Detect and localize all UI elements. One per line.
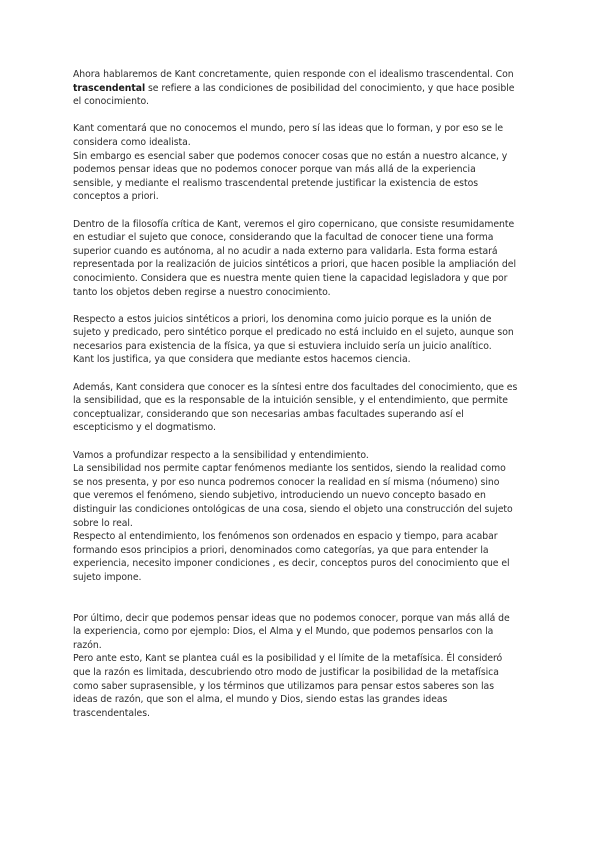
text-line	[73, 666, 529, 680]
text-run: distinguir las condiciones ontológicas de una cosa, siendo el objeto una construcción del sujeto	[73, 504, 513, 515]
text-line	[73, 476, 529, 490]
paragraph	[73, 68, 529, 109]
text-run: se refiere a las condiciones de posibilidad del conocimiento, y que hace posible	[145, 82, 515, 94]
text-line	[73, 163, 529, 177]
text-line	[73, 150, 529, 164]
text-run: sobre lo real.	[73, 517, 133, 529]
text-run: Respecto al entendimiento, los fenómenos son ordenados en espacio y tiempo, para acabar	[73, 531, 498, 543]
text-run: escepticismo y el dogmatismo.	[73, 422, 216, 434]
text-run: experiencia, necesito imponer condiciones , es decir, conceptos puros del conocimiento que el	[73, 558, 510, 570]
text-line	[73, 503, 529, 517]
text-line	[73, 421, 529, 435]
text-line	[73, 190, 529, 204]
text-line	[73, 639, 529, 653]
text-run: conceptos a priori.	[73, 191, 159, 203]
text-line	[73, 218, 529, 232]
text-run: formando esos principios a priori, denominados como categorías, ya que para entender la	[73, 544, 489, 556]
text-line	[73, 462, 529, 476]
text-run: superior cuando es autónoma, al no acudir a nada externo para validarla. Esta forma estará	[73, 245, 498, 257]
text-run: Pero ante esto, Kant se plantea cuál es la posibilidad y el límite de la metafísica. Él consideró	[73, 653, 503, 665]
text-line	[73, 245, 529, 259]
paragraph	[73, 313, 529, 367]
text-line	[73, 82, 529, 96]
text-line	[73, 258, 529, 272]
text-run: Respecto a estos juicios sintéticos a priori, los denomina como juicio porque es la unión de	[73, 313, 492, 325]
text-run: considera como idealista.	[73, 136, 191, 148]
text-line	[73, 122, 529, 136]
document-page	[73, 68, 529, 734]
text-run: en estudiar el sujeto que conoce, considerando que la facultad de conocer tiene una forma	[73, 232, 494, 244]
text-line	[73, 340, 529, 354]
bold-term: trascendental	[73, 82, 146, 94]
text-line	[73, 625, 529, 639]
text-line	[73, 693, 529, 707]
text-line	[73, 571, 529, 585]
text-run: sujeto impone.	[73, 571, 142, 583]
text-line	[73, 707, 529, 721]
text-run: Kant comentará que no conocemos el mundo, pero sí las ideas que lo forman, y por eso se le	[73, 123, 504, 135]
text-line	[73, 394, 529, 408]
text-run: conocimiento. Considera que es nuestra mente quien tiene la capacidad legisladora y que por	[73, 272, 508, 284]
text-line	[73, 489, 529, 503]
text-line	[73, 612, 529, 626]
text-line	[73, 95, 529, 109]
text-run: que la razón es limitada, descubriendo otro modo de justificar la posibilidad de la metafísica	[73, 666, 499, 678]
text-line	[73, 136, 529, 150]
text-line	[73, 272, 529, 286]
text-run: Dentro de la filosofía crítica de Kant, veremos el giro copernicano, que consiste resumidamente	[73, 218, 515, 230]
text-run: sujeto y predicado, pero sintético porque el predicado no está incluido en el sujeto, aunque son	[73, 327, 514, 339]
text-line	[73, 652, 529, 666]
text-run: como saber suprasensible, y los términos que utilizamos para pensar estos saberes son las	[73, 680, 494, 692]
text-run: La sensibilidad nos permite captar fenómenos mediante los sentidos, siendo la realidad como	[73, 463, 506, 475]
text-line	[73, 381, 529, 395]
paragraph	[73, 449, 529, 585]
text-run: conceptualizar, considerando que son necesarias ambas facultades superando así el	[73, 408, 464, 420]
text-line	[73, 231, 529, 245]
text-run: ideas de razón, que son el alma, el mundo y Dios, siendo estas las grandes ideas	[73, 694, 448, 706]
text-line	[73, 68, 529, 82]
text-line	[73, 544, 529, 558]
paragraph	[73, 218, 529, 300]
text-line	[73, 557, 529, 571]
text-run: tanto los objetos deben regirse a nuestro conocimiento.	[73, 286, 331, 298]
text-run: representada por la realización de juicios sintéticos a priori, que hacen posible la ampliación del	[73, 259, 516, 271]
text-run: se nos presenta, y por eso nunca podremos conocer la realidad en sí misma (nóumeno) sino	[73, 476, 500, 488]
text-run: razón.	[73, 639, 102, 651]
text-run: la experiencia, como por ejemplo: Dios, el Alma y el Mundo, que podemos pensarlos con la	[73, 626, 494, 638]
text-run: sensible, y mediante el realismo trascendental pretende justificar la existencia de estos	[73, 177, 479, 189]
text-run: que veremos el fenómeno, siendo subjetivo, introduciendo un nuevo concepto basado en	[73, 490, 486, 502]
text-line	[73, 286, 529, 300]
text-run: podemos pensar ideas que no podemos conocer porque van más allá de la experiencia	[73, 164, 476, 176]
text-line	[73, 353, 529, 367]
text-run: Vamos a profundizar respecto a la sensibilidad y entendimiento.	[73, 449, 369, 461]
text-run: el conocimiento.	[73, 96, 149, 108]
text-run: Kant los justifica, ya que considera que mediante estos hacemos ciencia.	[73, 354, 411, 366]
text-line	[73, 517, 529, 531]
paragraph	[73, 612, 529, 721]
text-run: Sin embargo es esencial saber que podemos conocer cosas que no están a nuestro alcance, y	[73, 150, 508, 162]
paragraph	[73, 122, 529, 204]
text-line	[73, 177, 529, 191]
text-line	[73, 313, 529, 327]
text-run: la sensibilidad, que es la responsable de la intuición sensible, y el entendimiento, que permite	[73, 395, 508, 407]
text-line	[73, 408, 529, 422]
paragraph	[73, 381, 529, 435]
text-line	[73, 680, 529, 694]
text-line	[73, 449, 529, 463]
text-run: Por último, decir que podemos pensar ideas que no podemos conocer, porque van más allá de	[73, 612, 510, 624]
text-run: Ahora hablaremos de Kant concretamente, quien responde con el idealismo trascendental. Con	[73, 69, 514, 80]
text-run: necesarios para existencia de la física, ya que si estuviera incluido sería un juicio analítico.	[73, 340, 492, 352]
text-line	[73, 530, 529, 544]
text-run: Además, Kant considera que conocer es la síntesi entre dos facultades del conocimiento, que es	[73, 381, 518, 393]
text-run: trascendentales.	[73, 707, 150, 719]
text-line	[73, 326, 529, 340]
